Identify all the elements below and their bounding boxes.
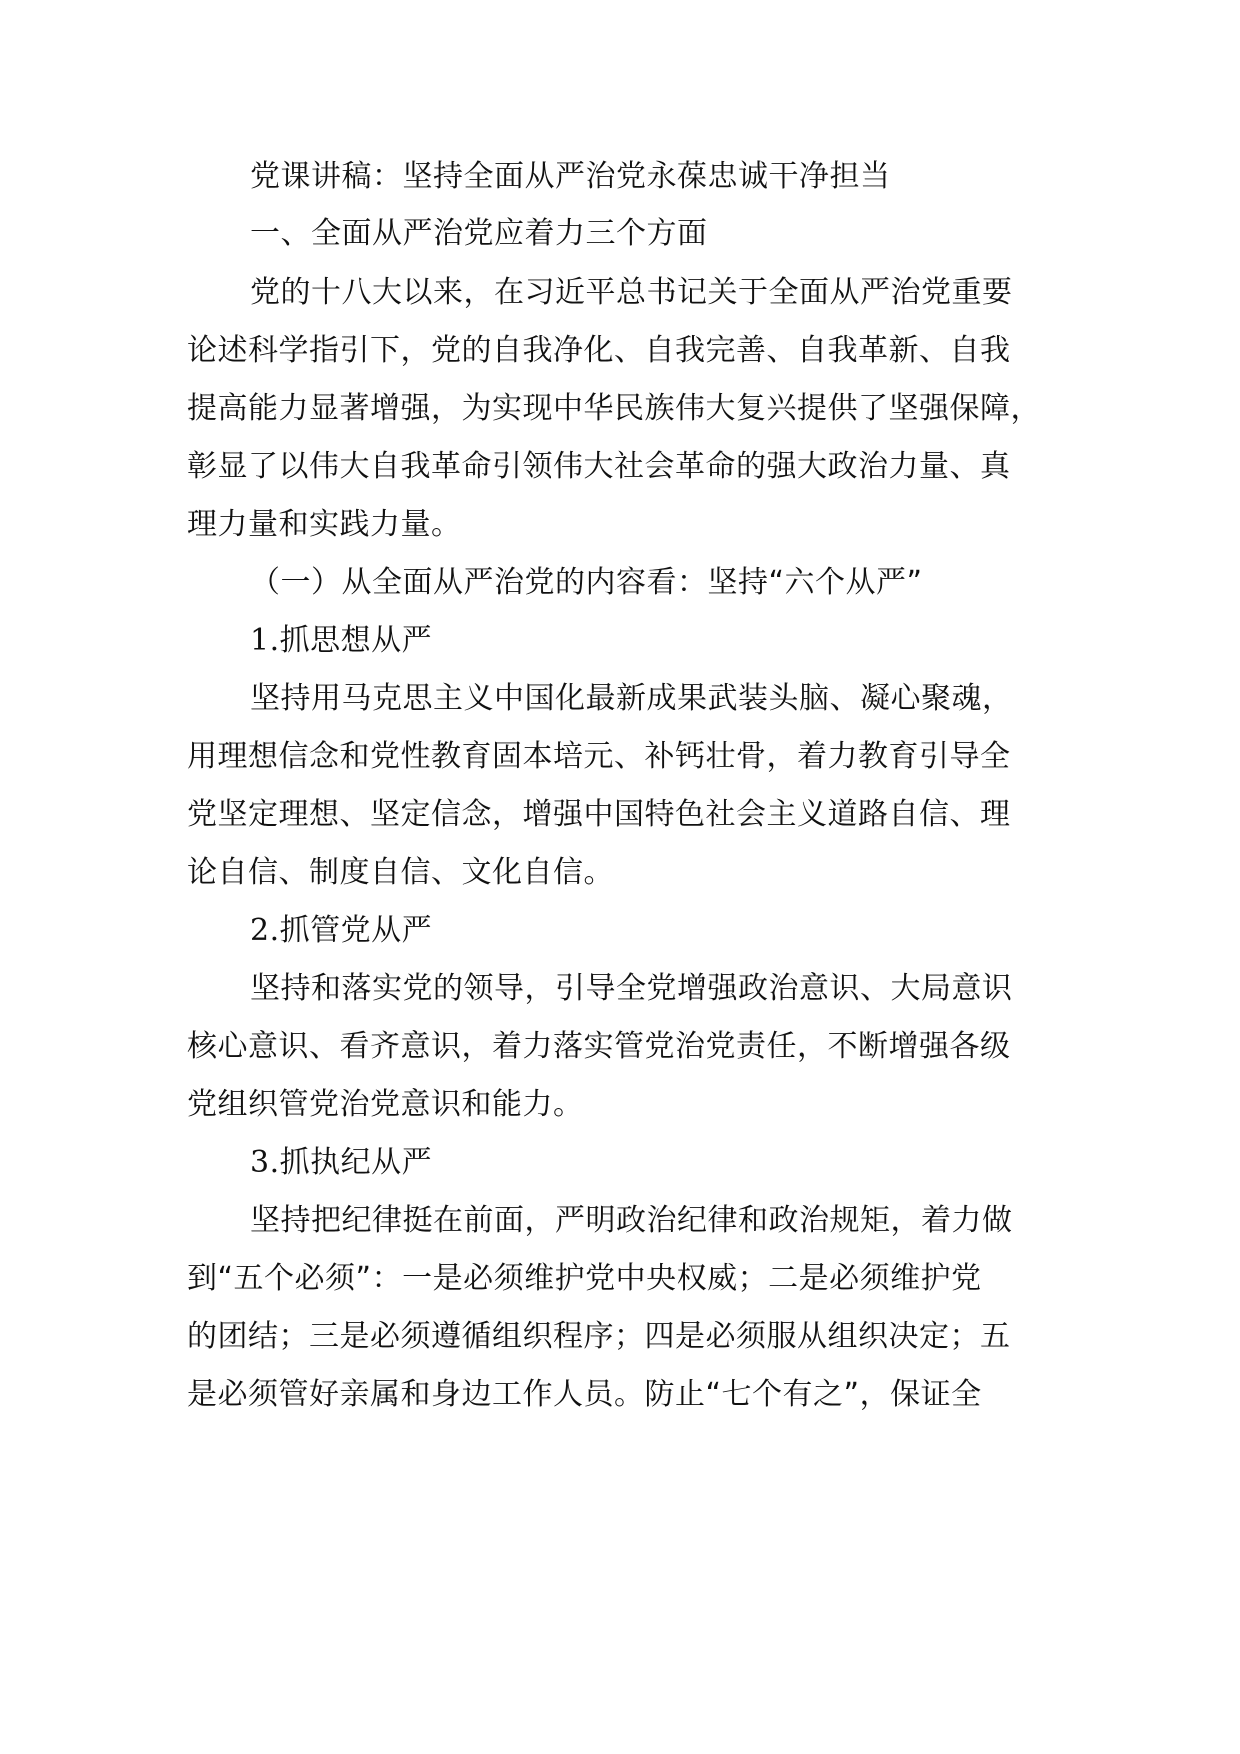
paragraph-line: 核心意识、看齐意识，着力落实管党治党责任，不断增强各级: [187, 1029, 1011, 1064]
paragraph-line: 彰显了以伟大自我革命引领伟大社会革命的强大政治力量、真: [187, 449, 1011, 484]
paragraph-line: 党组织管党治党意识和能力。: [187, 1087, 584, 1122]
item-number: 2.: [250, 913, 280, 948]
item-heading: [250, 899, 1150, 963]
item-heading: [250, 1131, 1150, 1195]
paragraph-line: 党的十八大以来，在习近平总书记关于全面从严治党重要: [250, 275, 1013, 310]
item-label: 抓管党从严: [279, 913, 433, 948]
paragraph-line: 坚持和落实党的领导，引导全党增强政治意识、大局意识: [250, 971, 1013, 1006]
paragraph-line: 党坚定理想、坚定信念，增强中国特色社会主义道路自信、理: [187, 797, 1011, 832]
item-label: 抓思想从严: [279, 623, 433, 658]
paragraph-line: 到“五个必须”：一是必须维护党中央权威；二是必须维护党: [187, 1261, 982, 1296]
paragraph-line: 论述科学指引下，党的自我净化、自我完善、自我革新、自我: [187, 333, 1011, 368]
item-number: 3.: [250, 1145, 280, 1180]
paragraph-line: 坚持用马克思主义中国化最新成果武装头脑、凝心聚魂，: [250, 681, 1013, 716]
item-label: 抓执纪从严: [279, 1145, 433, 1180]
paragraph-line: 是必须管好亲属和身边工作人员。防止“七个有之”，保证全: [187, 1377, 982, 1412]
paragraph-line: 的团结；三是必须遵循组织程序；四是必须服从组织决定；五: [187, 1319, 1011, 1354]
paragraph-line: 用理想信念和党性教育固本培元、补钙壮骨，着力教育引导全: [187, 739, 1011, 774]
paragraph-line: 提高能力显著增强，为实现中华民族伟大复兴提供了坚强保障，: [187, 391, 1041, 426]
paragraph-line: 论自信、制度自信、文化自信。: [187, 855, 614, 890]
paragraph-line: 理力量和实践力量。: [187, 507, 462, 542]
document-title: 党课讲稿：坚持全面从严治党永葆忠诚干净担当: [250, 159, 891, 194]
section-heading: 一、全面从严治党应着力三个方面: [250, 216, 708, 251]
item-heading: [250, 609, 1150, 673]
subsection-heading: （一）从全面从严治党的内容看：坚持“六个从严”: [250, 565, 923, 600]
item-number: 1.: [250, 623, 280, 658]
paragraph-line: 坚持把纪律挺在前面，严明政治纪律和政治规矩，着力做: [250, 1203, 1013, 1238]
